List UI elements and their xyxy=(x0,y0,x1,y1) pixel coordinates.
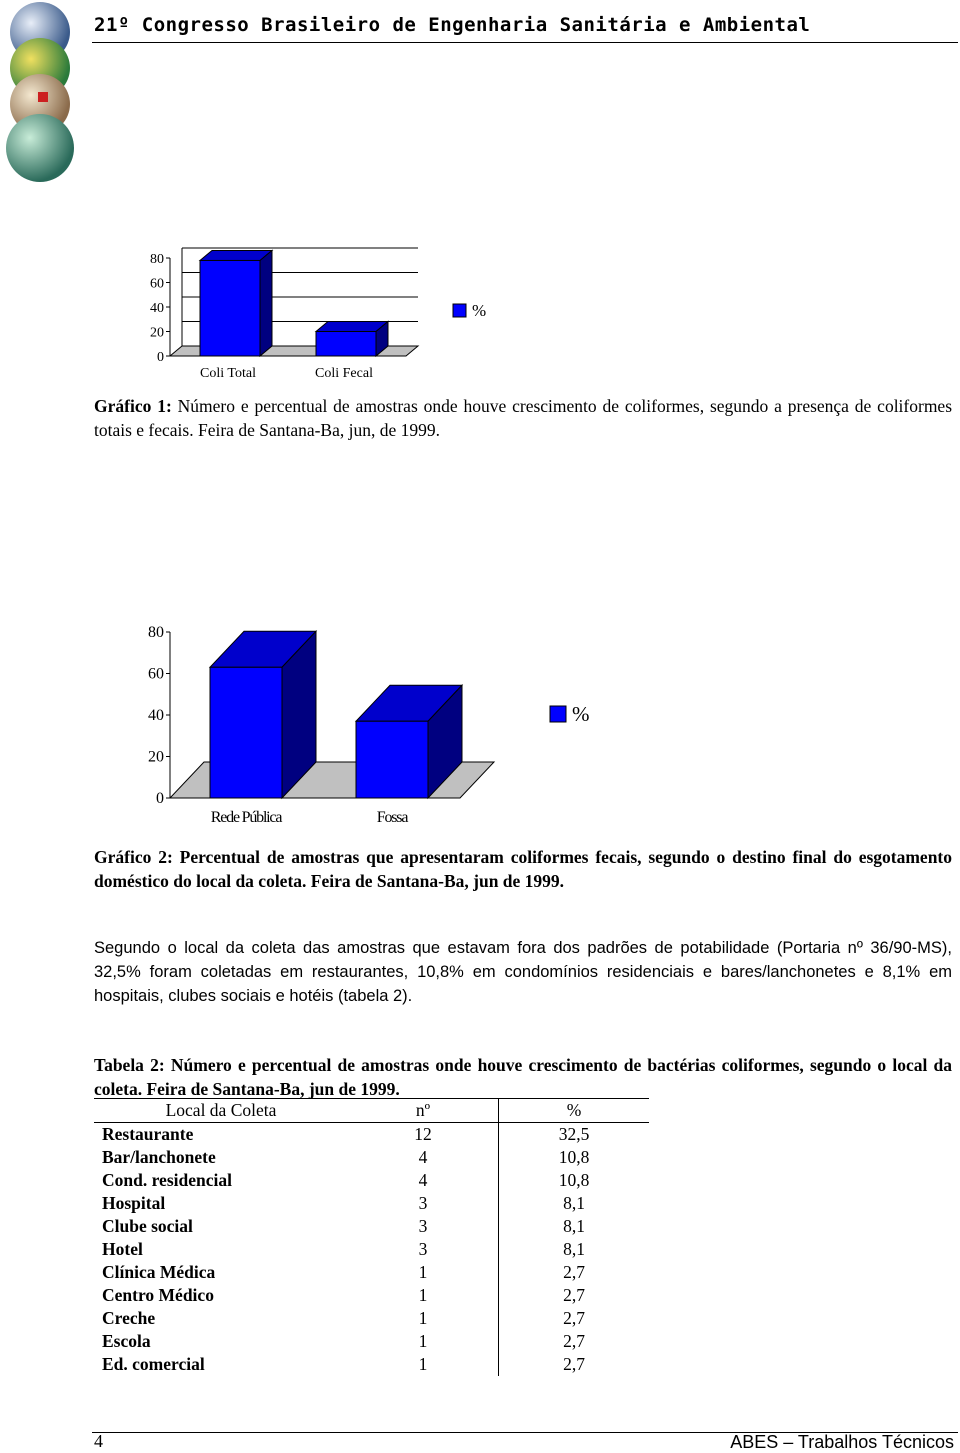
bar-1 xyxy=(200,250,272,356)
table-row xyxy=(94,1284,649,1307)
percent-cell: 8,1 xyxy=(563,1239,585,1259)
location-cell: Escola xyxy=(102,1331,151,1351)
bar-front-face xyxy=(210,667,282,798)
bar-front-face xyxy=(316,332,376,357)
bar-front-face xyxy=(356,721,428,798)
count-cell: 1 xyxy=(348,1353,499,1376)
location-cell: Clube social xyxy=(102,1216,193,1236)
legend-label: % xyxy=(572,702,590,726)
percent-cell: 2,7 xyxy=(563,1285,585,1305)
legend-swatch xyxy=(550,706,566,722)
header-title: 21º Congresso Brasileiro de Engenharia Sanitária e Ambiental xyxy=(94,14,811,36)
chart-2-caption: Gráfico 2: Percentual de amostras que apresentaram coliformes fecais, segundo o destino final do esgotamento doméstico do local da coleta. Feira de Santana-Ba, jun de 1999. xyxy=(94,847,952,891)
table-header-row xyxy=(94,1099,649,1123)
bar-2 xyxy=(316,322,388,357)
y-tick-label: 80 xyxy=(148,624,164,641)
column-header: Local da Coleta xyxy=(94,1099,348,1123)
y-tick-label: 40 xyxy=(148,707,164,724)
column-header: nº xyxy=(348,1099,499,1123)
table-row xyxy=(94,1238,649,1261)
data-table xyxy=(94,1098,649,1376)
count-cell: 1 xyxy=(348,1307,499,1330)
table-row xyxy=(94,1353,649,1376)
y-tick-label: 80 xyxy=(150,252,164,267)
y-tick-label: 0 xyxy=(156,790,164,807)
location-cell: Hospital xyxy=(102,1193,166,1213)
legend-label: % xyxy=(472,301,487,320)
y-tick-label: 40 xyxy=(150,301,164,316)
count-cell: 1 xyxy=(348,1261,499,1284)
chart-1 xyxy=(0,0,960,400)
percent-cell: 10,8 xyxy=(558,1170,590,1190)
percent-cell: 8,1 xyxy=(563,1193,585,1213)
bar-front-face xyxy=(200,260,260,356)
x-category-label: Rede Pública xyxy=(210,809,282,826)
chart-2 xyxy=(0,600,960,840)
chart-1-caption: Gráfico 1: Número e percentual de amostras onde houve crescimento de coliformes, segundo a presença de coliformes totais e fecais. Feira de Santana-Ba, jun, de 1999. xyxy=(94,396,953,440)
table-row xyxy=(94,1146,649,1169)
table-row xyxy=(94,1192,649,1215)
percent-cell: 2,7 xyxy=(563,1354,585,1374)
table-row xyxy=(94,1330,649,1353)
percent-cell: 2,7 xyxy=(563,1262,585,1282)
x-category-label: Fossa xyxy=(376,809,408,826)
count-cell: 3 xyxy=(348,1192,499,1215)
location-cell: Hotel xyxy=(102,1239,143,1259)
percent-cell: 10,8 xyxy=(558,1147,590,1167)
y-tick-label: 20 xyxy=(150,325,164,341)
count-cell: 1 xyxy=(348,1330,499,1353)
y-tick-label: 60 xyxy=(150,276,164,292)
location-cell: Creche xyxy=(102,1308,156,1328)
page-number: 4 xyxy=(94,1431,103,1451)
footer-text: ABES – Trabalhos Técnicos xyxy=(730,1432,954,1452)
legend-swatch xyxy=(453,304,466,317)
y-tick-label: 20 xyxy=(148,748,164,766)
location-cell: Bar/lanchonete xyxy=(102,1147,216,1167)
table-row xyxy=(94,1261,649,1284)
count-cell: 4 xyxy=(348,1146,499,1169)
table-row xyxy=(94,1169,649,1192)
table-row xyxy=(94,1123,649,1147)
table-row xyxy=(94,1307,649,1330)
y-tick-label: 60 xyxy=(148,665,164,683)
percent-cell: 32,5 xyxy=(558,1124,590,1144)
body-paragraph: Segundo o local da coleta das amostras que estavam fora dos padrões de potabilidade (Portaria nº 36/90-MS), 32,5% foram coletadas em restaurantes, 10,8% em condomínios residenciais e bares/lanchonetes e 8,1% em hospitais, clubes sociais e hotéis (tabela 2). xyxy=(94,939,952,1005)
column-header: % xyxy=(499,1099,650,1123)
location-cell: Centro Médico xyxy=(102,1285,214,1305)
location-cell: Restaurante xyxy=(102,1124,194,1144)
location-cell: Cond. residencial xyxy=(102,1170,232,1190)
table-row xyxy=(94,1215,649,1238)
x-category-label: Coli Fecal xyxy=(315,366,373,381)
bar-side-face xyxy=(260,250,272,356)
percent-cell: 2,7 xyxy=(563,1331,585,1351)
table-caption: Tabela 2: Número e percentual de amostras onde houve crescimento de bactérias coliformes, segundo o local da coleta. Feira de Santana-Ba, jun de 1999. xyxy=(94,1055,952,1099)
percent-cell: 8,1 xyxy=(563,1216,585,1236)
count-cell: 3 xyxy=(348,1238,499,1261)
y-tick-label: 0 xyxy=(157,350,164,365)
count-cell: 3 xyxy=(348,1215,499,1238)
location-cell: Ed. comercial xyxy=(102,1354,205,1374)
count-cell: 1 xyxy=(348,1284,499,1307)
bar-1 xyxy=(210,631,316,798)
count-cell: 4 xyxy=(348,1169,499,1192)
percent-cell: 2,7 xyxy=(563,1308,585,1328)
x-category-label: Coli Total xyxy=(200,366,256,381)
count-cell: 12 xyxy=(348,1123,499,1147)
location-cell: Clínica Médica xyxy=(102,1262,216,1282)
